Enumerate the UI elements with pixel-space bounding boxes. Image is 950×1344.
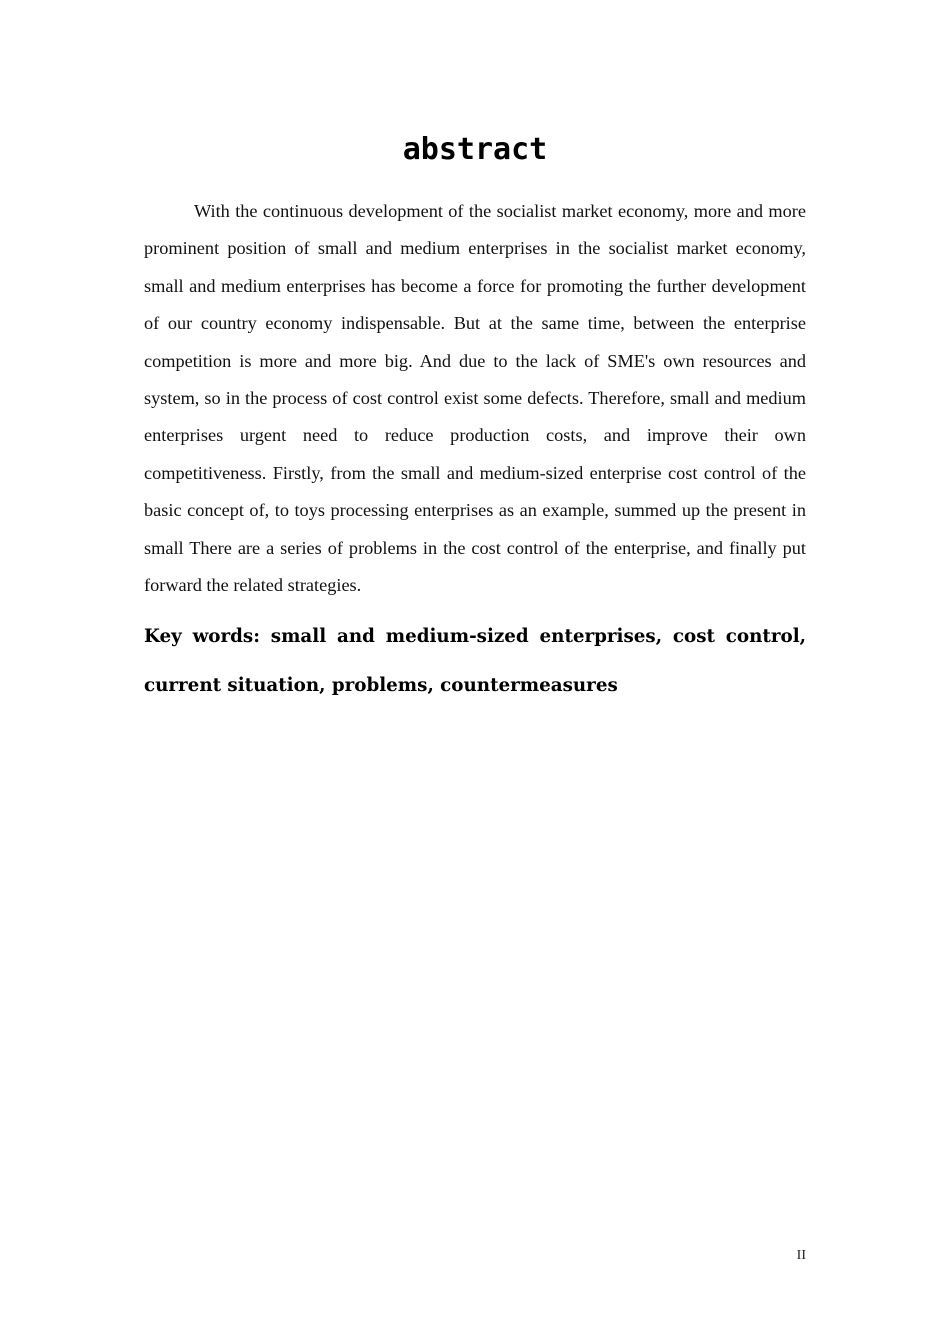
page-number: II (796, 1248, 806, 1263)
page-title: abstract (402, 132, 548, 167)
abstract-paragraph: With the continuous development of the socialist market economy, more and more prominent position of small and medium enterprises in the socialist market economy, small and medium enterprises has become a force for promoting the further development of our country economy indispensable. But at the same time, between the enterprise competition is more and more big. And due to the lack of SME's own resources and system, so in the process of cost control exist some defects. Therefore, small and medium enterprises urgent need to reduce production costs, and improve their own competitiveness. Firstly, from the small and medium-sized enterprise cost control of the basic concept of, to toys processing enterprises as an example, summed up the present in small There are a series of problems in the cost control of the enterprise, and finally put forward the related strategies. (144, 201, 806, 596)
keywords-line: Key words: small and medium-sized enterprises, cost control, current situation, problems, countermeasures (144, 626, 806, 696)
